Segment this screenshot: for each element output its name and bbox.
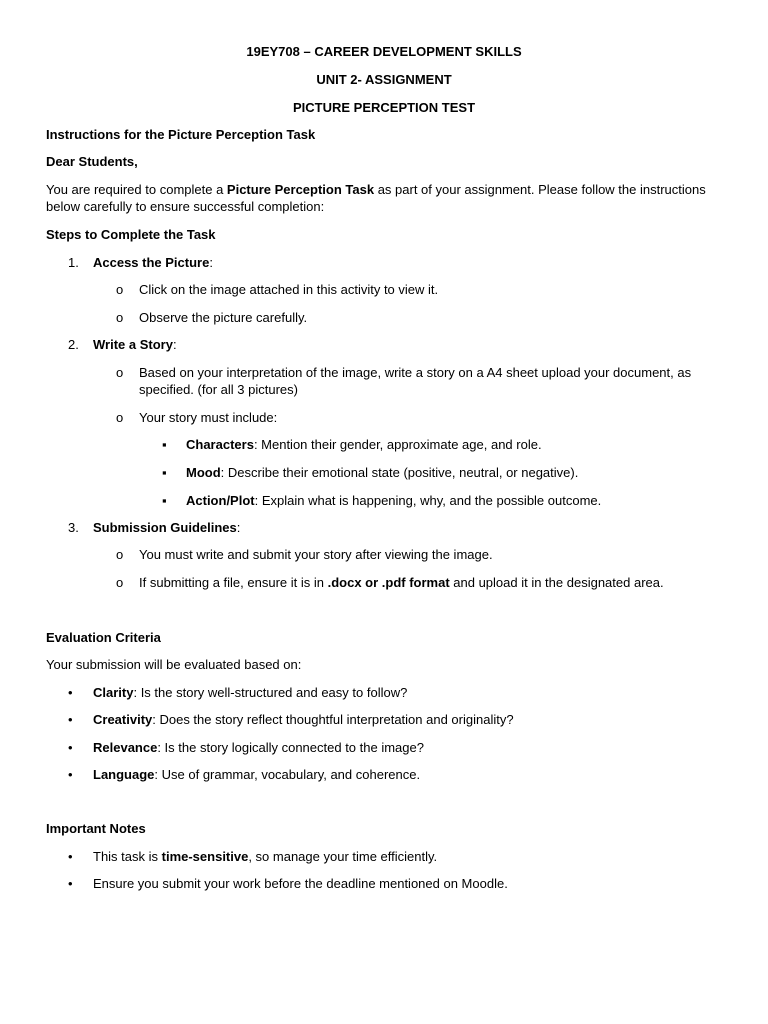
course-title: 19EY708 – CAREER DEVELOPMENT SKILLS — [246, 44, 522, 59]
square-bullet: ▪ — [162, 437, 167, 452]
step-label: Access the Picture: — [93, 255, 213, 270]
steps-heading: Steps to Complete the Task — [46, 227, 216, 242]
list-item: Clarity: Is the story well-structured and easy to follow? — [93, 685, 408, 700]
circle-bullet: o — [116, 410, 124, 425]
circle-bullet: o — [116, 365, 124, 380]
instructions-heading: Instructions for the Picture Perception Task — [46, 127, 316, 142]
square-bullet: ▪ — [162, 493, 167, 508]
step-label: Write a Story: — [93, 337, 177, 352]
list-item: This task is time-sensitive, so manage your time efficiently. — [93, 849, 438, 864]
circle-bullet: o — [116, 310, 124, 325]
circle-bullet: o — [116, 282, 124, 297]
unit-title: UNIT 2- ASSIGNMENT — [316, 72, 452, 87]
sub-list-item: Action/Plot: Explain what is happening, why, and the possible outcome. — [186, 493, 602, 508]
greeting: Dear Students, — [46, 154, 138, 169]
page-title: PICTURE PERCEPTION TEST — [292, 100, 476, 115]
square-bullet: ▪ — [162, 465, 167, 480]
list-item: Click on the image attached in this activity to view it. — [139, 282, 439, 297]
round-bullet: • — [68, 685, 73, 700]
list-item: Language: Use of grammar, vocabulary, and coherence. — [93, 767, 421, 782]
list-item: Creativity: Does the story reflect thoughtful interpretation and originality? — [93, 712, 514, 727]
circle-bullet: o — [116, 547, 124, 562]
evaluation-heading: Evaluation Criteria — [46, 630, 161, 645]
step-number: 1. — [68, 255, 79, 270]
evaluation-intro: Your submission will be evaluated based on: — [46, 657, 302, 672]
notes-heading: Important Notes — [46, 821, 146, 836]
list-item: You must write and submit your story after viewing the image. — [139, 547, 493, 562]
list-item: Observe the picture carefully. — [139, 310, 308, 325]
list-item: Based on your interpretation of the image, write a story on a A4 sheet upload your document, as specified. (for all 3 pictures) — [139, 365, 692, 397]
sub-list-item: Characters: Mention their gender, approximate age, and role. — [186, 437, 542, 452]
intro-paragraph: You are required to complete a Picture Perception Task as part of your assignment. Please follow the instructions below carefully to ensure successful completion: — [46, 182, 706, 214]
step-label: Submission Guidelines: — [93, 520, 241, 535]
round-bullet: • — [68, 712, 73, 727]
sub-list-item: Mood: Describe their emotional state (positive, neutral, or negative). — [186, 465, 579, 480]
round-bullet: • — [68, 740, 73, 755]
circle-bullet: o — [116, 575, 124, 590]
list-item: Your story must include: — [139, 410, 278, 425]
step-number: 2. — [68, 337, 79, 352]
round-bullet: • — [68, 767, 73, 782]
list-item: Relevance: Is the story logically connected to the image? — [93, 740, 424, 755]
round-bullet: • — [68, 849, 73, 864]
list-item: Ensure you submit your work before the deadline mentioned on Moodle. — [93, 876, 508, 891]
round-bullet: • — [68, 876, 73, 891]
step-number: 3. — [68, 520, 79, 535]
list-item: If submitting a file, ensure it is in .docx or .pdf format and upload it in the designated area. — [139, 575, 664, 590]
